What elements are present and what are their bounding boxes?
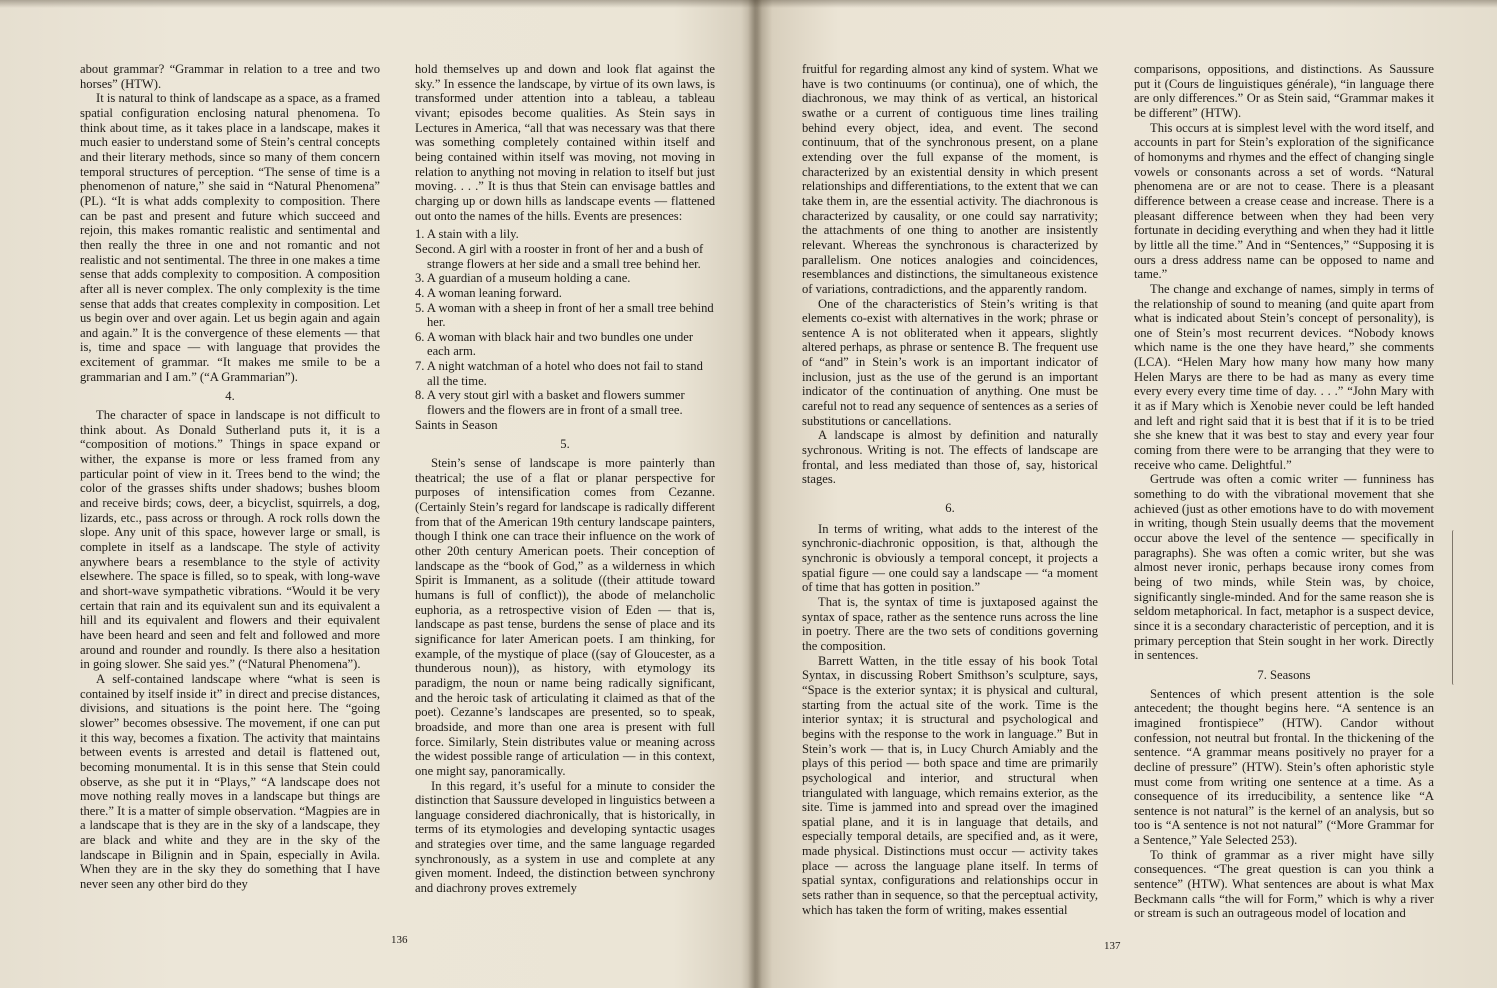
numbered-list: [415, 227, 715, 432]
paragraph: fruitful for regarding almost any kind of system. What we have is two continuums (or continua), one of which, the diachronous, we may think of as vertical, an historical swathe or a current of contiguous time lines trailing behind every object, idea, and event. The second continuum, that of the synchronous present, on a plane extending over the full expanse of the moment, is characterized by an existential density in which present relationships and differentiations, to the extent that we can take them in, are the essential activity. The diachronous is characterized by causality, or one could say narrativity; the attachments of one thing to another are insistently relevant. Whereas the synchronous is characterized by parallelism. One notices analogies and coincidences, resemblances and distinctions, the simultaneous existence of variations, contradictions, and the apparently random.: [802, 62, 1098, 296]
left-page-column-2: [415, 62, 715, 930]
paragraph: It is natural to think of landscape as a space, as a framed spatial configuration enclosing natural phenomena. To think about time, as it takes place in a landscape, makes it much easier to understand some of Stein’s central concepts and their literary methods, since so many of them concern temporal structures of perception. “The sense of time is a phenomenon of nature,” she said in “Natural Phenomena” (PL). “It is what adds complexity to composition. There can be past and present and future which succeed and rejoin, this makes romantic realistic and sentimental and then really the three in one and not romantic and not realistic and not sentimental. The three in one makes a time sense that adds complexity to composition. A composition after all is never complex. The only complexity is the time sense that adds that creates complexity in composition. Let us begin over and over again. Let us begin again and again and again.” It is the convergence of these elements — that is, time and space — with language that provides the excitement of grammar. “It makes me smile to be a grammarian and I am.” (“A Grammarian”).: [80, 91, 380, 384]
paragraph: One of the characteristics of Stein’s writing is that elements co-exist with alternatives in the work; phrase or sentence A is not obliterated when it appears, slightly altered perhaps, as phrase or sentence B. The frequent use of “and” in Stein’s work is an important indicator of inclusion, just as the use of the gerund is an important indicator of the continuation of anything. One must be careful not to read any sequence of sentences as a series of substitutions or cancellations.: [802, 296, 1098, 428]
list-item: 4. A woman leaning forward.: [415, 285, 562, 300]
list-item: Saints in Season: [415, 417, 498, 432]
right-page-number: 137: [1104, 940, 1121, 952]
left-page-number: 136: [391, 934, 408, 946]
paragraph: Barrett Watten, in the title essay of his book Total Syntax, in discussing Robert Smithson’s sculpture, says, “Space is the exterior syntax; it is physical and cultural, starting from the actual site of the work. Time is the interior syntax; it is structural and psychological and begins with the response to the work in language.” But in Stein’s work — that is, in Lucy Church Amiably and the plays of this period — both space and time are primarily psychological and interior, and structural when triangulated with language, which remains exterior, as the site. Time is jammed into and spread over the imagined spatial plane, and it is in language that details, and especially temporal details, are specified and, as it were, made physical. Distinctions must occur — activity takes place — across the language plane itself. In terms of spatial syntax, configurations and relationships occur in sets rather than in sequence, so that the perceptual activity, which has taken the form of writing, makes essential: [802, 653, 1098, 917]
right-page-column-2: [1134, 62, 1434, 930]
paragraph: A self-contained landscape where “what is seen is contained by itself inside it” in direct and precise distances, divisions, and situations is the point here. The “going slower” becomes obsessive. The movement, if one can put it this way, becomes a fixation. The activity that maintains between events is arrested and detail is flattened out, becoming monumental. It is in this sense that Stein could observe, as she put it in “Plays,” “A landscape does not move nothing really moves in a landscape but things are there.” It is a matter of simple observation. “Magpies are in a landscape that is they are in the sky of a landscape, they are black and white and they are in the sky of the landscape in Bilignin and in Spain, especially in Avila. When they are in the sky they do something that I have never seen any other bird do they: [80, 671, 380, 892]
list-item: 1. A stain with a lily.: [415, 227, 519, 242]
paragraph: In terms of writing, what adds to the interest of the synchronic-diachronic opposition, is that, although the synchronic is obviously a temporal concept, it projects a spatial figure — one could say a landscape — “a moment of time that has gotten in position.”: [802, 521, 1098, 595]
paragraph: comparisons, oppositions, and distinctions. As Saussure put it (Cours de linguistiques générale), “in language there are only differences.” Or as Stein said, “Grammar makes it be different” (HTW).: [1134, 62, 1434, 120]
paragraph: The character of space in landscape is not difficult to think about. As Donald Sutherland puts it, it is a “composition of motions.” Things in space expand or wither, the expanse is more or less framed from any particular point of view in it. Trees bend to the wind; the color of the grasses shifts under shadows; bushes bloom and receive birds; cows, deer, a bicyclist, squirrels, a dog, lizards, etc., pass across or through. A rock rolls down the slope. Any unit of this space, however large or small, is complete in itself as a landscape. The style of activity anywhere bears a resemblance to the style of activity elsewhere. The space is filled, so to speak, with long-wave and short-wave sympathetic vibrations. “Would it be very certain that rain and its equivalent sun and its equivalent a hill and its equivalent and flowers and their equivalent have been heard and seen and felt and followed and more around and rounder and roundly. Is there also a hesitation in going slower. She said yes.” (“Natural Phenomena”).: [80, 408, 380, 672]
book-gutter: [748, 0, 762, 988]
list-item: 8. A very stout girl with a basket and flowers summer flowers and the flowers are in front of a small tree.: [415, 388, 685, 418]
list-item: 3. A guardian of a museum holding a cane.: [415, 271, 631, 286]
paragraph: To think of grammar as a river might have silly consequences. “The great question is can you think a sentence” (HTW). What sentences are about is what Max Beckmann calls “the will for Form,” which is why a river or stream is such an outrageous model of location and: [1134, 847, 1434, 921]
paragraph: hold themselves up and down and look flat against the sky.” In essence the landscape, by virtue of its own laws, is transformed under attention into a tableau, a tableau vivant; episodes become qualities. As Stein says in Lectures in America, “all that was necessary was that there was something completely contained within itself and being contained within itself was moving, not moving in relation to anything not moving in relation to itself but just moving. . . .” It is thus that Stein can envisage battles and charging up or down hills as landscape events — flattened out onto the names of the hills. Events are presences:: [415, 62, 715, 223]
section-heading: 7. Seasons: [1257, 667, 1311, 682]
paragraph: This occurs at is simplest level with the word itself, and accounts in part for Stein’s exploration of the significance of homonyms and rhymes and the effect of changing single vowels or consonants across a set of words. “Natural phenomena are or are not to cease. There is a pleasant difference between a crease cease and increase. There is a pleasant difference between when they had been very fortunate in deciding everything and when they had it little by little all the time.” And in “Sentences,” “Supposing it is ours a dress address name can be opposed to name and tame.”: [1134, 120, 1434, 282]
paragraph: That is, the syntax of time is juxtaposed against the syntax of space, rather as the sentence runs across the line in poetry. There are the two sets of conditions governing the composition.: [802, 594, 1098, 653]
margin-pencil-mark: [1452, 530, 1456, 685]
paragraph: Gertrude was often a comic writer — funniness has something to do with the vibrational movement that she achieved (just as other emotions have to do with movement in writing, though Stein usually deems that the movement occur above the level of the sentence — specifically in paragraphs). She was often a comic writer, but she was almost never ironic, perhaps because irony comes from being of two minds, while Stein was, by choice, significantly single-minded. And for the same reason she is seldom metaphorical. In fact, metaphor is a suspect device, since it is a secondary characteristic of perception, and it is primary perception that Stein sought in her work. Directly in sentences.: [1134, 472, 1434, 663]
left-page-column-1: [80, 62, 380, 930]
paragraph: about grammar? “Grammar in relation to a tree and two horses” (HTW).: [80, 62, 380, 91]
section-heading: 5.: [560, 437, 570, 452]
section-heading: 6.: [945, 501, 955, 516]
list-item: 6. A woman with black hair and two bundles one under each arm.: [415, 329, 694, 359]
list-item: Second. A girl with a rooster in front of her and a bush of strange flowers at her side and a small tree behind her.: [415, 241, 704, 271]
paragraph: In this regard, it’s useful for a minute to consider the distinction that Saussure developed in linguistics between a language considered diachronically, that is historically, in terms of its etymologies and developing syntactic usages and strategies over time, and the same language regarded synchronously, as a system in use and complete at any given moment. Indeed, the distinction between synchrony and diachrony proves extremely: [415, 778, 715, 896]
paragraph: A landscape is almost by definition and naturally sychronous. Writing is not. The effects of landscape are frontal, and less mediated than those of, say, historical stages.: [802, 428, 1098, 487]
list-item: 5. A woman with a sheep in front of her a small tree behind her.: [415, 300, 714, 330]
paragraph: The change and exchange of names, simply in terms of the relationship of sound to meaning (and quite apart from what is indicated about Stein’s concept of personality), is one of Stein’s most recurrent devices. “Nobody knows which name is the one they have heard,” she comments (LCA). “Helen Mary how many how many how many Helen Marys are there to be had as many as every time every every every time time of day. . . .” “John Mary with it as if Mary which is Xenobie never could be left handed and left and right said that it is best that if it is to be tried she she knew that it was best to stay and every year four coming from there were to be arranging that they were to receive who came. Delightful.”: [1134, 281, 1434, 472]
paragraph: Stein’s sense of landscape is more painterly than theatrical; the use of a flat or planar perspective for purposes of intensification comes from Cezanne. (Certainly Stein’s regard for landscape is radically different from that of the American 19th century landscape painters, though I think one can trace their influence on the work of other 20th century American poets. Their conception of landscape as the “book of God,” as a wilderness in which Spirit is Immanent, as a solitude ((their attitude toward humans is full of conflict)), the abode of melancholic euphoria, as a retrospective vision of Eden — that is, landscape as past tense, burdens the sense of place and its significance for later American poets. I am thinking, for example, of the mystique of place ((say of Gloucester, as a thunderous noun)), as history, with etymology its paradigm, the noun or name being radically significant, and the heroic task of articulating it claimed as that of the poet). Cezanne’s landscapes are presented, so to speak, broadside, and more than one area is present with full force. Similarly, Stein distributes value or meaning across the widest possible range of articulation — in this context, one might say, panoramically.: [415, 456, 715, 778]
paragraph: Sentences of which present attention is the sole antecedent; the thought begins here. “A sentence is an imagined frontispiece” (HTW). Candor without confession, not neutral but frontal. In the thickening of the sentence. “A grammar means positively no prayer for a decline of pressure” (HTW). Stein’s often aphoristic style must come from writing one sentence at a time. As a consequence of its irreducibility, a sentence like “A sentence is not natural” is the kernel of an analysis, but so too is “A sentence is not not natural” (“More Grammar for a Sentence,” Yale Selected 253).: [1134, 686, 1434, 848]
right-page-column-1: [802, 62, 1098, 930]
list-item: 7. A night watchman of a hotel who does not fail to stand all the time.: [415, 359, 703, 388]
section-heading: 4.: [225, 389, 235, 404]
